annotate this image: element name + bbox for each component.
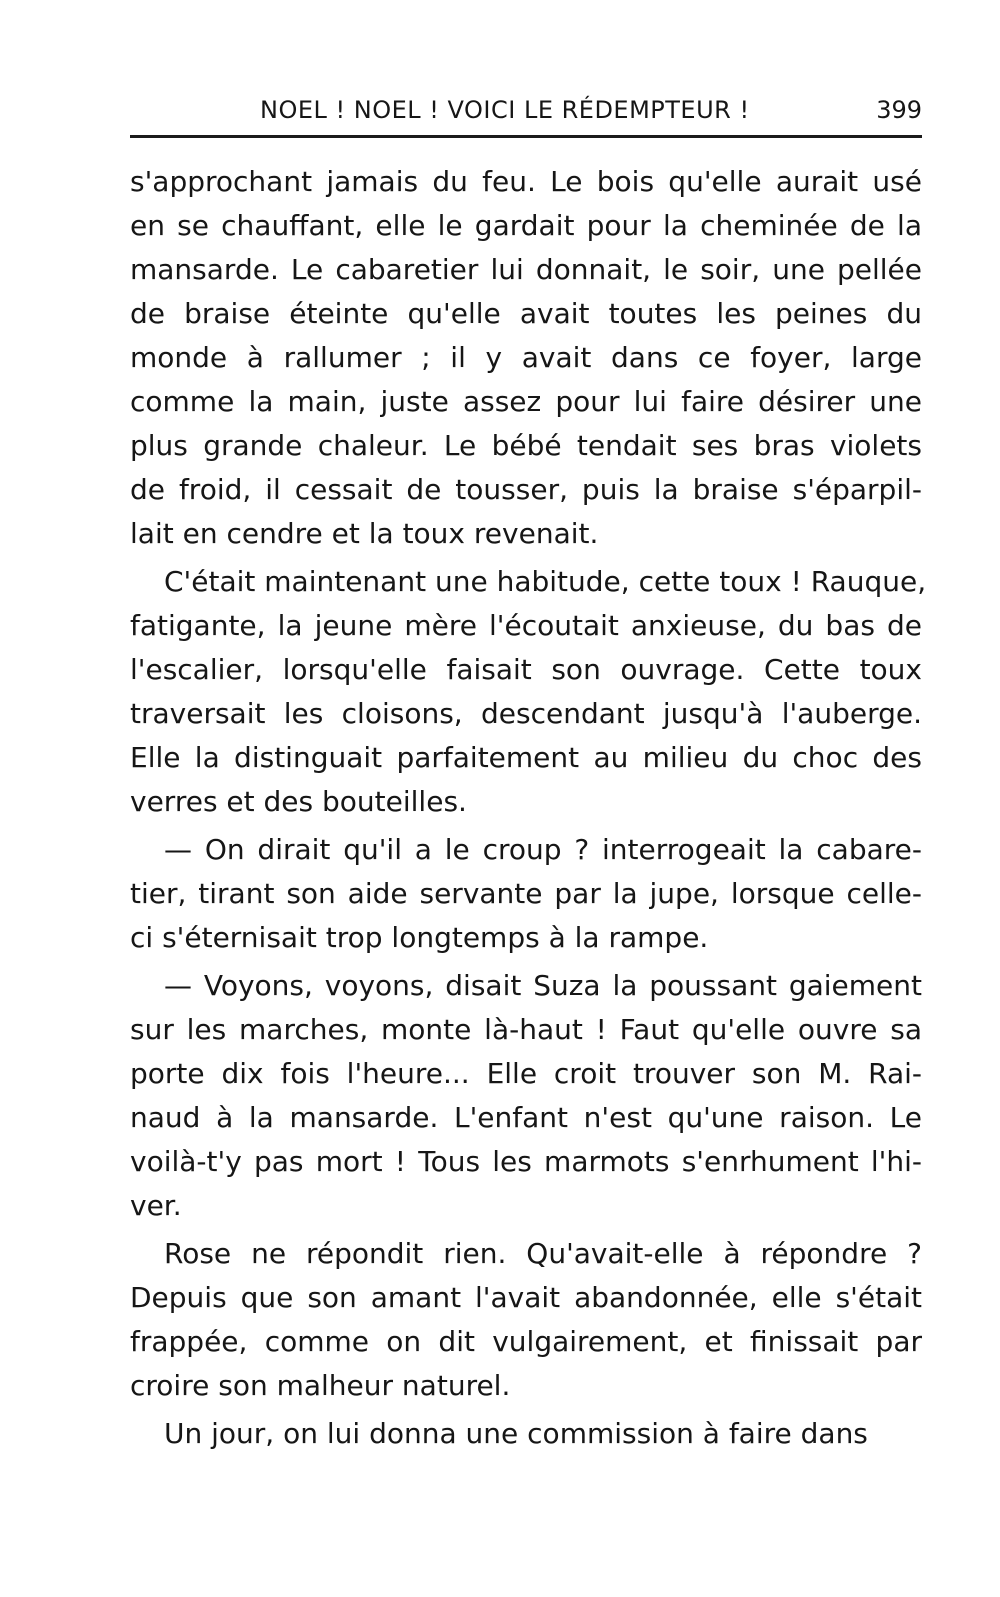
- text-line: comme la main, juste assez pour lui faire désirer une: [130, 385, 922, 418]
- text-line: ci s'éternisait trop longtemps à la rampe.: [130, 921, 709, 954]
- text-line: ver.: [130, 1189, 182, 1222]
- text-line: l'escalier, lorsqu'elle faisait son ouvrage. Cette toux: [130, 653, 922, 686]
- text-line: naud à la mansarde. L'enfant n'est qu'une raison. Le: [130, 1101, 922, 1134]
- text-line: de braise éteinte qu'elle avait toutes les peines du: [130, 297, 922, 330]
- page-header: [130, 90, 922, 130]
- paragraph: [130, 160, 922, 556]
- text-line: voilà-t'y pas mort ! Tous les marmots s'enrhument l'hi-: [130, 1145, 922, 1178]
- text-line: Elle la distinguait parfaitement au milieu du choc des: [130, 741, 922, 774]
- paragraph: [130, 1232, 922, 1408]
- paragraph: [130, 560, 927, 824]
- text-line: s'approchant jamais du feu. Le bois qu'elle aurait usé: [130, 165, 922, 198]
- text-line: — Voyons, voyons, disait Suza la poussant gaiement: [164, 969, 922, 1002]
- text-line: de froid, il cessait de tousser, puis la braise s'éparpil-: [130, 473, 922, 506]
- text-line: plus grande chaleur. Le bébé tendait ses bras violets: [130, 429, 922, 462]
- text-line: verres et des bouteilles.: [130, 785, 467, 818]
- text-line: en se chauffant, elle le gardait pour la cheminée de la: [130, 209, 922, 242]
- paragraph: [130, 1412, 922, 1456]
- text-line: frappée, comme on dit vulgairement, et finissait par: [130, 1325, 922, 1358]
- text-line: — On dirait qu'il a le croup ? interrogeait la cabare-: [164, 833, 922, 866]
- paragraph: [130, 964, 922, 1228]
- text-line: sur les marches, monte là-haut ! Faut qu'elle ouvre sa: [130, 1013, 922, 1046]
- text-line: croire son malheur naturel.: [130, 1369, 511, 1402]
- text-line: Un jour, on lui donna une commission à faire dans: [164, 1417, 868, 1450]
- text-line: lait en cendre et la toux revenait.: [130, 517, 599, 550]
- text-line: traversait les cloisons, descendant jusqu'à l'auberge.: [130, 697, 922, 730]
- header-rule: [130, 135, 922, 138]
- text-line: Rose ne répondit rien. Qu'avait-elle à répondre ?: [164, 1237, 922, 1270]
- text-line: C'était maintenant une habitude, cette toux ! Rauque,: [164, 565, 927, 598]
- running-title: NOEL ! NOEL ! VOICI LE RÉDEMPTEUR !: [260, 96, 750, 124]
- text-line: tier, tirant son aide servante par la jupe, lorsque celle-: [130, 877, 922, 910]
- page-number: 399: [876, 96, 922, 124]
- text-line: fatigante, la jeune mère l'écoutait anxieuse, du bas de: [130, 609, 922, 642]
- text-line: Depuis que son amant l'avait abandonnée, elle s'était: [130, 1281, 922, 1314]
- text-line: mansarde. Le cabaretier lui donnait, le soir, une pellée: [130, 253, 922, 286]
- text-line: monde à rallumer ; il y avait dans ce foyer, large: [130, 341, 922, 374]
- paragraph: [130, 828, 922, 960]
- page-body-text: [130, 160, 927, 1456]
- text-line: porte dix fois l'heure... Elle croit trouver son M. Rai-: [130, 1057, 922, 1090]
